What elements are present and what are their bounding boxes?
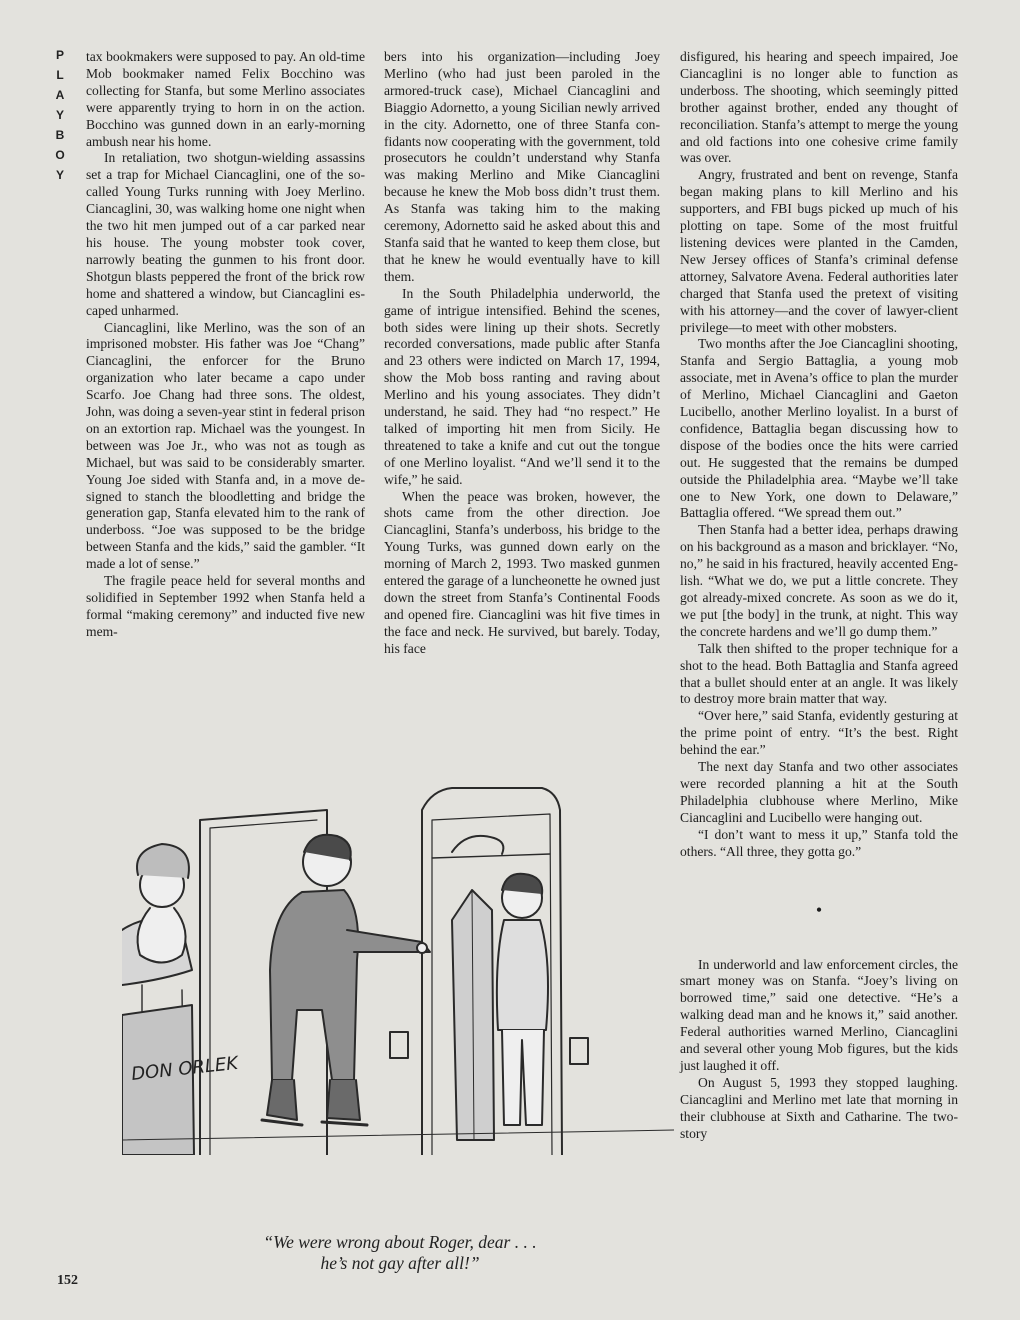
paragraph: bers into his organization—including Joey Merlino (who had just been paroled in the armored-truck case), Michael Ciancaglini and Biaggio Adornetto, a young Sicilian newly arrived in the city. Adornetto, one of three Stanfa confidants now cooperating with the government, told prosecutors he couldn’t understand why Stanfa was making Merlino and Mike Ciancaglini because he knew the Mob boss didn’t trust them. As Stanfa was taking him to the making ceremony, Adornetto said he asked about this and Stanfa said that he wanted to keep them close, but that he knew he would eventually have to kill them. [384,49,660,284]
caption-line: he’s not gay after all!” [320,1253,480,1273]
light-switch-left [390,1032,408,1058]
paragraph: Ciancaglini, like Merlino, was the son of an imprisoned mobster. His father was Joe “Chang” Ciancaglini, the enforcer for the Bruno organization who later became a capo under Scarfo. Joe Chang had three sons. The oldest, John, was doing a seven-year stint in federal prison on an extortion rap. Michael was the youngest. In between was Joe Jr., who was not as tough as Michael, but was said to be considerably smarter. Young Joe sided with Stanfa and, in a move designed to stanch the bloodletting and bridge the generation gap, Stanfa elevated him to the rank of underboss. “Joe was supposed to be the bridge between Stanfa and the kids,” said the gambler. “It made a lot of sense.” [86,319,365,572]
magazine-running-head: PLAYBOY [53,48,67,188]
paragraph: tax bookmakers were supposed to pay. An old-time Mob bookmaker named Felix Bocchino was collecting for Stanfa, but some Merlino associates were apparently trying to horn in on the action. Bocchino was gunned down in an early-morning ambush near his home. [86,49,365,149]
paragraph: “Over here,” said Stanfa, evidently gesturing at the prime point of entry. “It’s the best. Right behind the ear.” [680,708,958,758]
paragraph: When the peace was broken, however, the shots came from the other direction. Joe Ciancaglini, Stanfa’s underboss, his bridge to the Young Turks, was gunned down early on the morning of March 2, 1993. Two masked gunmen entered the garage of a luncheonette he owned just down the street from Stanfa’s Continental Foods and opened fire. Ciancaglini was hit five times in the face and neck. He survived, but barely. Today, his face [384,488,660,656]
section-break-bullet: • [815,899,823,920]
cartoon-illustration [122,780,674,1155]
paragraph: Two months after the Joe Ciancaglini shooting, Stanfa and Sergio Battaglia, a young mob associate, met in Avena’s office to plan the murder of Merlino, Michael Ciancaglini and Gaeton Lucibello, another Merlino loyalist. In a burst of confidence, Battaglia began discussing how to dispose of the bodies once the hits were carried out. He suggested that the remains be dumped outside the Philadelphia area. “Maybe we’ll take one to New York, one down to Delaware,” Battaglia offered. “We spread them out.” [680,336,958,521]
closet-man-legs [502,1030,544,1125]
closet-man-shirt [497,920,548,1030]
paragraph: In underworld and law enforcement circles, the smart money was on Stanfa. “Joey’s living on borrowed time,” said one detective. “He’s a walking dead man and he knows it,” said another. Federal authorities warned Merlino, Ciancaglini and several other young Mob figures, but the kids just laughed it off. [680,956,958,1073]
text-column-2 [384,49,660,658]
man-suit [270,890,358,1080]
text-column-3 [680,49,958,1142]
caption-line: “We were wrong about Roger, dear . . . [263,1232,537,1252]
cartoon-caption [190,1232,610,1274]
man-legs [267,1080,360,1120]
paragraph: In the South Philadelphia underworld, the game of intrigue intensified. Behind the scenes, both sides were lining up their shots. Secretly recorded conversations, made public after Stanfa and 23 others were indicted on March 17, 1994, show the Mob boss ranting and raving about Merlino and his young associates. They didn’t understand, he said. They had “no respect.” He talked of importing hit men from Sicily. He threatened to take a knife and cut out the tongue of one Merlino loyalist. “And we’ll send it to the wife,” he said. [384,285,660,487]
paragraph: Angry, frustrated and bent on revenge, Stanfa began making plans to kill Merlino and his supporters, and FBI bugs picked up much of his plotting on tape. Some of the most fruitful listening devices were planted in the Camden, New Jersey offices of Stanfa’s criminal defense attorney, Salvatore Avena. Federal authorities later charged that Stanfa used the pretext of visiting with his attorney—and the cover of lawyer-client privilege—to meet with other mobsters. [680,167,958,335]
paragraph: In retaliation, two shotgun-wielding assassins set a trap for Michael Ciancaglini, one of the so-called Young Turks running with Joey Merlino. Ciancaglini, 30, was walking home one night when the two hit men jumped out of a car parked near his house. The young mobster took cover, narrowly beating the gunmen to his front door. Shotgun blasts peppered the front of the brick row home and shattered a window, but Ciancaglini escaped unharmed. [86,150,365,318]
woman-hair [137,844,189,878]
hat-on-shelf [452,836,503,854]
paragraph: Then Stanfa had a better idea, perhaps drawing on his background as a mason and bricklayer. “No, no,” he said in his fractured, heavily accented English. “What we do, we put a little concrete. They got already-mixed concrete. As soon as we do it, we put [the body] in the trunk, at night. This way the concrete hardens and we’ll go dump them.” [680,522,958,639]
text-column-1 [86,49,365,641]
paragraph: The next day Stanfa and two other associates were recorded planning a hit at the South Philadelphia clubhouse where Merlino, Mike Ciancaglini and Lucibello were hanging out. [680,759,958,825]
page-number: 152 [57,1273,78,1288]
paragraph: The fragile peace held for several months and solidified in September 1992 when Stanfa held a formal “making ceremony” and inducted five new mem- [86,573,365,639]
paragraph: Talk then shifted to the proper technique for a shot to the head. Both Battaglia and Stanfa agreed that a bullet should enter at an angle. It was likely to destroy more brain matter that way. [680,640,958,707]
wristwatch [417,943,427,953]
paragraph: On August 5, 1993 they stopped laughing. Ciancaglini and Merlino met late that morning in their clubhouse at Sixth and Catharine. The two-story [680,1074,958,1141]
paragraph: “I don’t want to mess it up,” Stanfa told the others. “All three, they gotta go.” [680,826,958,859]
woman-body [138,908,186,963]
cartoonist-signature: DON ORLEK [130,1052,240,1085]
paragraph: disfigured, his hearing and speech impaired, Joe Ciancaglini is no longer able to function as underboss. The shooting, which seemingly pitted brother against brother, ended any thought of reconciliation. Stanfa’s attempt to merge the young and old factions into one cohesive crime family was over. [680,49,958,166]
light-switch-right [570,1038,588,1064]
